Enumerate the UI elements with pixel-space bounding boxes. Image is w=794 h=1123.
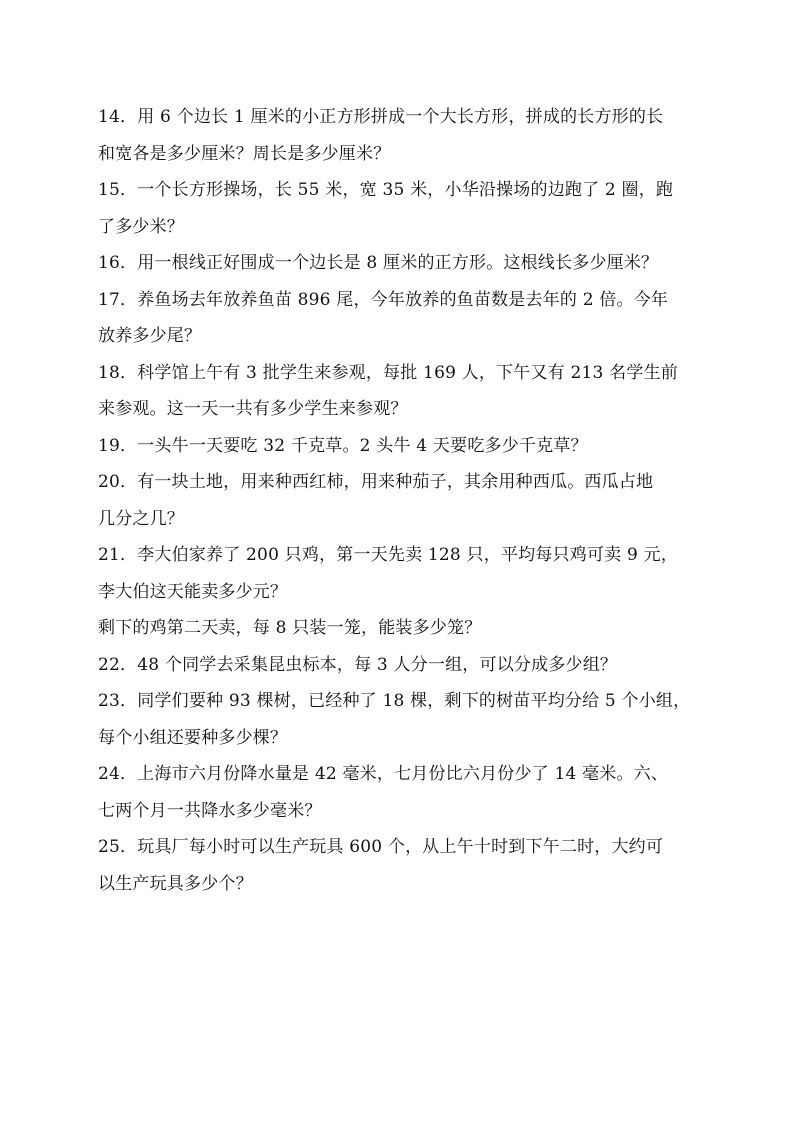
- problem-20-line-2: 几分之几？: [98, 508, 184, 529]
- problem-17-line-2: 放养多少尾？: [98, 326, 202, 346]
- problem-24-line-1: 24．上海市六月份降水量是 42 毫米，七月份比六月份少了 14 毫米。六、: [98, 764, 669, 784]
- problem-21-line-1: 21．李大伯家养了 200 只鸡，第一天先卖 128 只，平均每只鸡可卖 9 元，: [98, 545, 678, 565]
- problem-15-line-1: 15．一个长方形操场，长 55 米，宽 35 米，小华沿操场的边跑了 2 圈，跑: [98, 180, 674, 200]
- problem-23-line-2: 每个小组还要种多少棵？: [98, 727, 288, 748]
- problem-21-line-3: 剩下的鸡第二天卖，每 8 只装一笼，能装多少笼？: [98, 618, 482, 638]
- problem-18-line-2: 来参观。这一天一共有多少学生来参观？: [98, 399, 408, 419]
- problem-16-line-1: 16．用一根线正好围成一个边长是 8 厘米的正方形。这根线长多少厘米？: [98, 253, 659, 273]
- problem-14-line-2: 和宽各是多少厘米？周长是多少厘米？: [98, 143, 391, 164]
- problem-15-line-2: 了多少米？: [98, 216, 184, 237]
- problem-list: [98, 99, 732, 902]
- problem-21-line-2: 李大伯这天能卖多少元？: [98, 581, 288, 602]
- problem-22-line-1: 22．48 个同学去采集昆虫标本，每 3 人分一组，可以分成多少组？: [98, 654, 618, 675]
- problem-25-line-2: 以生产玩具多少个？: [98, 873, 253, 894]
- problem-18-line-1: 18．科学馆上午有 3 批学生来参观，每批 169 人，下午又有 213 名学生前: [98, 362, 678, 383]
- problem-20-line-1: 20．有一块土地，用来种西红柿，用来种茄子，其余用种西瓜。西瓜占地: [98, 472, 654, 492]
- problem-23-line-1: 23．同学们要种 93 棵树，已经种了 18 棵，剩下的树苗平均分给 5 个小组，: [98, 691, 691, 711]
- problem-24-line-2: 七两个月一共降水多少毫米？: [98, 800, 322, 821]
- problem-19-line-1: 19．一头牛一天要吃 32 千克草。2 头牛 4 天要吃多少千克草？: [98, 435, 588, 456]
- problem-25-line-1: 25．玩具厂每小时可以生产玩具 600 个，从上午十时到下午二时，大约可: [98, 837, 664, 857]
- problem-17-line-1: 17．养鱼场去年放养鱼苗 896 尾，今年放养的鱼苗数是去年的 2 倍。今年: [98, 289, 669, 310]
- problem-14-line-1: 14．用 6 个边长 1 厘米的小正方形拼成一个大长方形，拼成的长方形的长: [98, 107, 664, 127]
